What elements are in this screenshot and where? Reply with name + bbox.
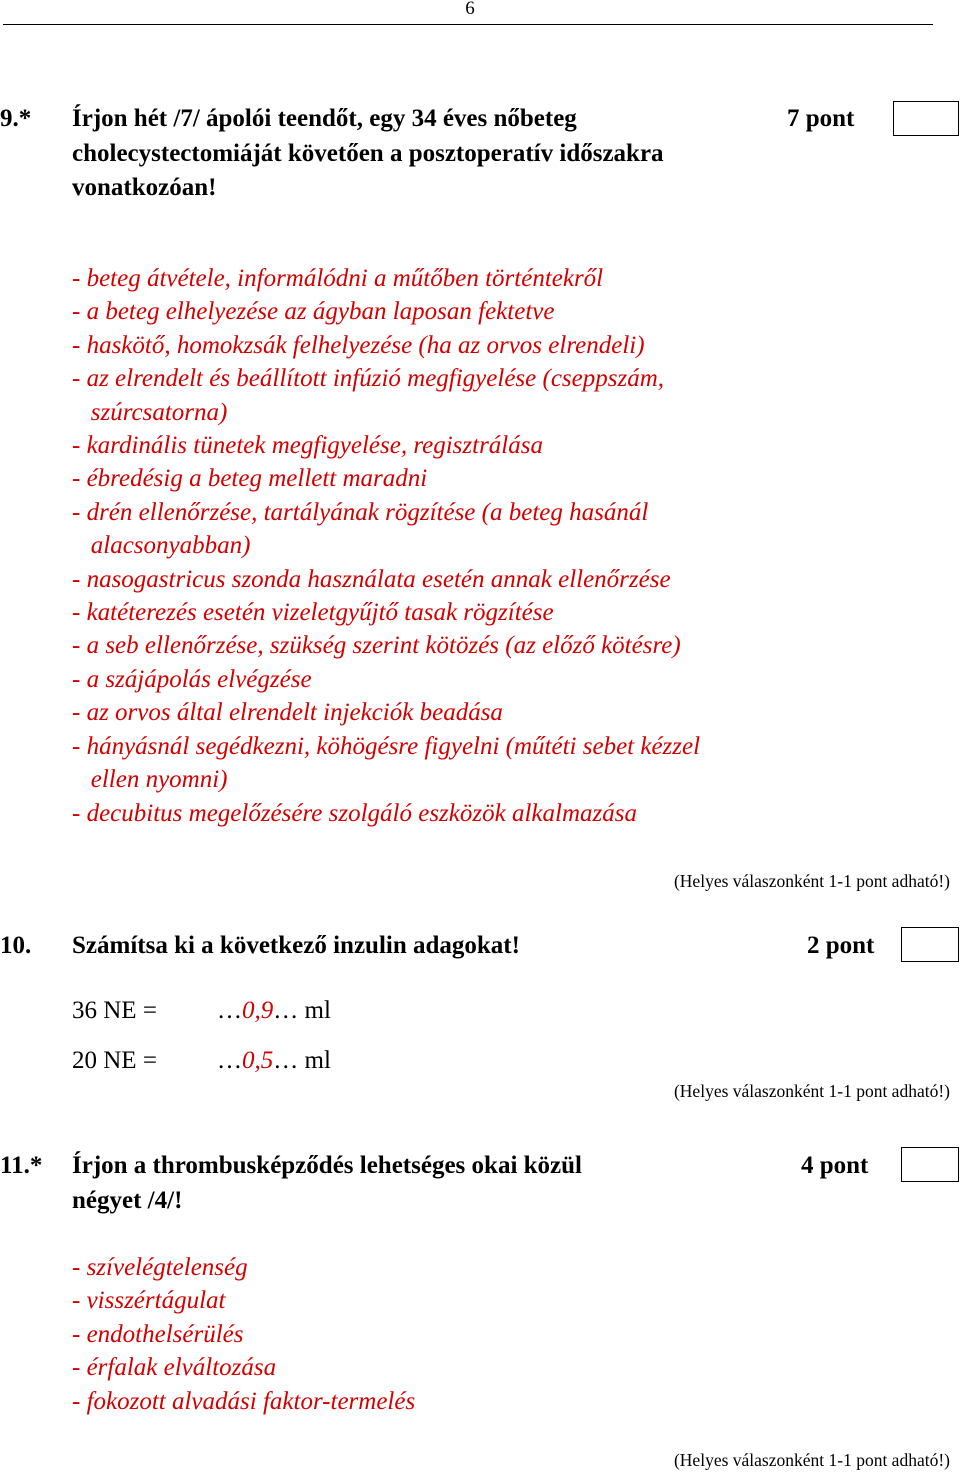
q11-answer-list <box>72 1251 415 1418</box>
q9-answer-5: szúrcsatorna) <box>72 398 228 426</box>
q9-answer-6: - kardinális tünetek megfigyelése, regisztrálása <box>72 432 543 460</box>
q9-answer-3: - haskötő, homokzsák felhelyezése (ha az orvos elrendeli) <box>72 331 645 359</box>
q9-answer-16: ellen nyomni) <box>72 766 228 794</box>
q9-answer-15: - hányásnál segédkezni, köhögésre figyelni (műtéti sebet kézzel <box>72 732 701 760</box>
q11-answer-1: - szívelégtelenség <box>72 1254 248 1281</box>
q10-row-1 <box>72 997 331 1025</box>
q9-answer-list <box>72 262 700 830</box>
q9-answer-12: - a seb ellenőrzése, szükség szerint kötözés (az előző kötésre) <box>72 632 681 660</box>
q9-score-box[interactable] <box>893 101 959 136</box>
header-rule <box>3 24 933 25</box>
q9-scoring-note: (Helyes válaszonként 1-1 pont adható!) <box>673 871 950 891</box>
q9-answer-9: alacsonyabban) <box>72 532 251 560</box>
q10-row-2-unit: … ml <box>273 1047 331 1074</box>
q9-answer-14: - az orvos által elrendelt injekciók beadása <box>72 699 503 727</box>
q9-answer-17: - decubitus megelőzésére szolgáló eszközök alkalmazása <box>72 799 637 827</box>
q11-points: 4 pont <box>801 1152 869 1179</box>
q10-row-2-answer <box>217 1047 331 1075</box>
q10-row-2-label: 20 NE = <box>72 1047 157 1074</box>
q10-text: Számítsa ki a következő inzulin adagokat! <box>72 932 520 959</box>
q10-number: 10. <box>0 932 32 959</box>
q9-answer-2: - a beteg elhelyezése az ágyban laposan fektetve <box>72 298 555 326</box>
q11-line-2: négyet /4/! <box>72 1187 183 1214</box>
q11-answer-5: - fokozott alvadási faktor-termelés <box>72 1387 416 1415</box>
q9-answer-8: - drén ellenőrzése, tartályának rögzítése (a beteg hasánál <box>72 498 649 526</box>
q9-answer-13: - a szájápolás elvégzése <box>72 665 312 693</box>
q9-line-1: Írjon hét /7/ ápolói teendőt, egy 34 éves nőbeteg <box>72 105 577 132</box>
q10-row-2-pre: … <box>217 1047 242 1074</box>
q11-answer-3: - endothelsérülés <box>72 1320 244 1348</box>
q10-row-2 <box>72 1047 331 1075</box>
q10-row-1-value: 0,9 <box>242 997 274 1024</box>
q10-row-2-value: 0,5 <box>242 1047 274 1074</box>
page-number: 6 <box>465 0 475 19</box>
q10-points: 2 pont <box>807 932 875 959</box>
q10-scoring-note: (Helyes válaszonként 1-1 pont adható!) <box>673 1081 950 1101</box>
q10-row-1-unit: … ml <box>273 997 331 1024</box>
q9-points: 7 pont <box>787 105 855 132</box>
q11-line-1: Írjon a thrombusképződés lehetséges okai közül <box>72 1152 582 1179</box>
q11-answer-2: - visszértágulat <box>72 1287 226 1315</box>
q9-line-3: vonatkozóan! <box>72 174 217 201</box>
q10-row-1-answer <box>217 997 331 1025</box>
q10-row-1-label: 36 NE = <box>72 997 157 1024</box>
q9-line-2: cholecystectomiáját követően a posztoperatív időszakra <box>72 140 664 167</box>
q9-answer-4: - az elrendelt és beállított infúzió megfigyelése (cseppszám, <box>72 365 665 393</box>
q11-score-box[interactable] <box>901 1147 959 1182</box>
q9-answer-10: - nasogastricus szonda használata esetén annak ellenőrzése <box>72 565 671 593</box>
q10-score-box[interactable] <box>901 927 959 962</box>
q11-scoring-note: (Helyes válaszonként 1-1 pont adható!) <box>673 1450 950 1470</box>
q9-answer-1: - beteg átvétele, informálódni a műtőben történtekről <box>72 265 604 292</box>
q11-answer-4: - érfalak elváltozása <box>72 1354 277 1382</box>
q9-answer-11: - katéterezés esetén vizeletgyűjtő tasak rögzítése <box>72 599 554 627</box>
q9-answer-7: - ébredésig a beteg mellett maradni <box>72 465 428 493</box>
q11-number: 11.* <box>0 1152 43 1179</box>
q9-number: 9.* <box>0 105 32 132</box>
q10-row-1-pre: … <box>217 997 242 1024</box>
